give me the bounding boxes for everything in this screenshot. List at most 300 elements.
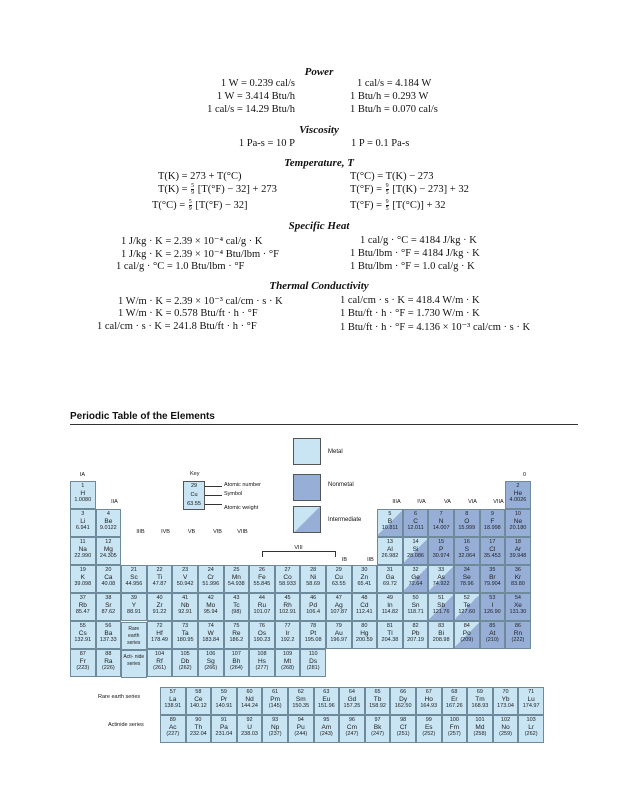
element-cell-am bbox=[314, 715, 340, 743]
atomic-weight: 88.91 bbox=[127, 609, 141, 615]
atomic-number: 105 bbox=[180, 651, 190, 657]
element-cell-cl bbox=[480, 537, 506, 565]
element-symbol: Md bbox=[475, 724, 485, 731]
element-cell-tc bbox=[224, 593, 250, 621]
group-label: IVB bbox=[161, 529, 170, 535]
element-cell-np bbox=[262, 715, 288, 743]
atomic-weight: 173.04 bbox=[497, 703, 514, 709]
atomic-number: 17 bbox=[489, 539, 496, 545]
element-symbol: Re bbox=[232, 630, 241, 637]
atomic-weight: (210) bbox=[485, 637, 499, 643]
sh-eq-r1: 1 cal/g · °C = 4184 J/kg · K bbox=[360, 235, 477, 246]
element-cell-c bbox=[403, 509, 429, 537]
element-cell-ne bbox=[505, 509, 531, 537]
atomic-weight: 231.04 bbox=[215, 731, 233, 737]
element-cell-hs bbox=[249, 649, 275, 677]
element-cell-b bbox=[377, 509, 403, 537]
group-label: 0 bbox=[522, 472, 527, 478]
atomic-weight: 83.80 bbox=[511, 581, 525, 587]
atomic-number: 68 bbox=[451, 689, 458, 695]
atomic-number: 102 bbox=[500, 717, 511, 723]
atomic-number: 104 bbox=[154, 651, 165, 657]
rare-earth-series-label: Rare earth series bbox=[98, 694, 141, 700]
atomic-number: 64 bbox=[348, 689, 355, 695]
atomic-weight: 92.91 bbox=[178, 609, 193, 615]
atomic-number: 58 bbox=[195, 689, 202, 695]
element-symbol: Ni bbox=[310, 574, 317, 581]
element-symbol: Pd bbox=[309, 602, 318, 609]
atomic-number: 77 bbox=[284, 623, 291, 629]
element-symbol: Ge bbox=[411, 574, 420, 581]
element-cell-er bbox=[442, 687, 468, 715]
atomic-weight: 79.904 bbox=[483, 581, 501, 587]
atomic-weight: 54.938 bbox=[227, 581, 245, 587]
key-z: 29 bbox=[190, 483, 198, 489]
atomic-number: 38 bbox=[105, 595, 112, 601]
atomic-number: 48 bbox=[361, 595, 368, 601]
element-cell-rb bbox=[70, 593, 96, 621]
element-cell-cs bbox=[70, 621, 96, 649]
atomic-weight: 196.97 bbox=[330, 637, 348, 643]
element-symbol: Ar bbox=[514, 546, 522, 553]
element-symbol: Li bbox=[80, 518, 86, 525]
sh-eq-l3: 1 cal/g · °C = 1.0 Btu/lbm · °F bbox=[116, 261, 245, 272]
element-symbol: Ta bbox=[181, 630, 189, 637]
atomic-weight: 132.91 bbox=[74, 637, 92, 643]
element-cell-bi bbox=[428, 621, 454, 649]
atomic-number: 21 bbox=[130, 567, 137, 573]
element-cell-h bbox=[70, 481, 96, 509]
element-cell-as bbox=[428, 565, 454, 593]
element-symbol: Ir bbox=[285, 630, 290, 637]
atomic-weight: (277) bbox=[255, 665, 269, 671]
atomic-weight: (264) bbox=[229, 665, 243, 671]
element-symbol: Mt bbox=[283, 658, 292, 665]
atomic-number: 107 bbox=[231, 651, 241, 657]
atomic-weight: 168.93 bbox=[471, 703, 489, 709]
atomic-weight: 44.956 bbox=[125, 581, 143, 587]
element-symbol: Ba bbox=[104, 630, 113, 637]
temp-eq-l3: T(°C) = $\frac{5}{9}$ [T(°F) − 32] bbox=[152, 199, 248, 212]
element-symbol: Ne bbox=[513, 518, 523, 525]
power-eq-r1: 1 cal/s = 4.184 W bbox=[357, 78, 432, 89]
atomic-weight: 51.996 bbox=[202, 581, 220, 587]
element-cell-mn bbox=[224, 565, 250, 593]
group-label: VIA bbox=[468, 499, 477, 505]
element-symbol: Sm bbox=[295, 696, 306, 703]
atomic-weight: 207.19 bbox=[407, 637, 424, 643]
power-eq-l3: 1 cal/s = 14.29 Btu/h bbox=[207, 104, 295, 115]
element-cell-f bbox=[480, 509, 506, 537]
atomic-number: 15 bbox=[438, 539, 445, 545]
element-cell-y bbox=[121, 593, 147, 621]
atomic-number: 47 bbox=[335, 595, 342, 601]
atomic-number: 86 bbox=[514, 623, 521, 629]
atomic-weight: 138.91 bbox=[164, 703, 182, 709]
legend-metal-swatch bbox=[293, 438, 321, 465]
element-symbol: Si bbox=[412, 546, 419, 553]
atomic-number: 71 bbox=[528, 689, 535, 695]
element-symbol: Cr bbox=[207, 574, 215, 581]
atomic-weight: 208.98 bbox=[432, 637, 450, 643]
atomic-number: 79 bbox=[335, 623, 342, 629]
element-cell-au bbox=[326, 621, 352, 649]
atomic-weight: 28.086 bbox=[407, 553, 424, 559]
element-symbol: Lr bbox=[528, 724, 535, 731]
element-symbol: Be bbox=[104, 518, 113, 525]
element-cell-cd bbox=[352, 593, 378, 621]
element-cell-ar bbox=[505, 537, 531, 565]
group-label: VIII bbox=[294, 545, 303, 551]
element-symbol: Ga bbox=[385, 574, 395, 581]
element-symbol: Bi bbox=[438, 630, 445, 637]
element-cell-sn bbox=[403, 593, 429, 621]
atomic-weight: 186.2 bbox=[229, 637, 244, 643]
temperature-title: Temperature, T bbox=[284, 157, 354, 169]
element-cell-se bbox=[454, 565, 480, 593]
element-cell-tb bbox=[365, 687, 391, 715]
element-cell-in bbox=[377, 593, 403, 621]
atomic-number: 29 bbox=[335, 567, 342, 573]
element-cell-tl bbox=[377, 621, 403, 649]
atomic-number: 74 bbox=[207, 623, 214, 629]
element-symbol: Pr bbox=[220, 696, 228, 703]
atomic-weight: 126.90 bbox=[483, 609, 501, 615]
element-cell-ba bbox=[96, 621, 122, 649]
element-cell-ti bbox=[147, 565, 173, 593]
atomic-weight: 4.0026 bbox=[509, 497, 527, 503]
element-cell-te bbox=[454, 593, 480, 621]
atomic-number: 25 bbox=[233, 567, 240, 573]
atomic-weight: 91.22 bbox=[152, 609, 167, 615]
atomic-number: 9 bbox=[490, 511, 494, 517]
atomic-weight: 137.33 bbox=[99, 637, 117, 643]
atomic-number: 63 bbox=[323, 689, 330, 695]
element-cell-tm bbox=[467, 687, 493, 715]
sh-eq-r3: 1 Btu/lbm · °F = 1.0 cal/g · K bbox=[350, 261, 475, 272]
element-symbol: Ce bbox=[194, 696, 203, 703]
element-symbol: Al bbox=[387, 546, 393, 553]
atomic-weight: (258) bbox=[473, 731, 487, 737]
atomic-number: 51 bbox=[438, 595, 445, 601]
atomic-number: 7 bbox=[439, 511, 443, 517]
element-symbol: Pb bbox=[411, 630, 420, 637]
tc-eq-r1: 1 cal/cm · s · K = 418.4 W/m · K bbox=[340, 295, 480, 306]
element-symbol: V bbox=[182, 574, 188, 581]
atomic-weight: (222) bbox=[511, 637, 525, 643]
atomic-weight: 18.998 bbox=[483, 525, 501, 531]
element-cell-w bbox=[198, 621, 224, 649]
element-symbol: Rn bbox=[513, 630, 523, 637]
element-symbol: Hf bbox=[156, 630, 163, 637]
element-cell-ag bbox=[326, 593, 352, 621]
group-label: VB bbox=[187, 529, 196, 535]
element-symbol: W bbox=[207, 630, 214, 637]
atomic-number: 19 bbox=[79, 567, 86, 573]
key-pointer bbox=[205, 504, 222, 505]
element-cell-xe bbox=[505, 593, 531, 621]
atomic-weight: (243) bbox=[319, 731, 333, 737]
atomic-number: 92 bbox=[246, 717, 253, 723]
atomic-weight: 58.933 bbox=[279, 581, 296, 587]
atomic-number: 106 bbox=[206, 651, 216, 657]
element-symbol: La bbox=[169, 696, 177, 703]
atomic-number: 2 bbox=[516, 483, 520, 489]
actinide-placeholder: Acti- nide series bbox=[121, 650, 147, 678]
element-cell-ge bbox=[403, 565, 429, 593]
atomic-weight: (252) bbox=[422, 731, 436, 737]
element-symbol: Tm bbox=[475, 696, 485, 703]
viscosity-eq-l1: 1 Pa-s = 10 P bbox=[238, 138, 295, 149]
atomic-weight: (247) bbox=[345, 731, 359, 737]
atomic-weight: (223) bbox=[76, 665, 90, 671]
atomic-number: 16 bbox=[463, 539, 470, 545]
element-cell-mg bbox=[96, 537, 122, 565]
atomic-number: 91 bbox=[220, 717, 227, 723]
element-symbol: Hg bbox=[360, 630, 369, 637]
atomic-number: 36 bbox=[514, 567, 521, 573]
atomic-weight: (262) bbox=[178, 665, 192, 671]
atomic-number: 52 bbox=[463, 595, 470, 601]
element-symbol: In bbox=[387, 602, 393, 609]
element-cell-eu bbox=[314, 687, 340, 715]
atomic-number: 46 bbox=[310, 595, 317, 601]
atomic-number: 100 bbox=[449, 717, 459, 723]
atomic-number: 24 bbox=[207, 567, 214, 573]
element-symbol: Sb bbox=[437, 602, 446, 609]
atomic-weight: 180.95 bbox=[176, 637, 194, 643]
element-cell-mo bbox=[198, 593, 224, 621]
atomic-number: 18 bbox=[514, 539, 521, 545]
atomic-number: 60 bbox=[246, 689, 253, 695]
element-cell-mt bbox=[275, 649, 301, 677]
element-cell-db bbox=[172, 649, 198, 677]
element-symbol: Au bbox=[334, 630, 343, 637]
tc-eq-l1: 1 W/m · K = 2.39 × 10⁻³ cal/cm · s · K bbox=[118, 296, 283, 307]
element-symbol: Er bbox=[451, 696, 458, 703]
atomic-number: 109 bbox=[282, 651, 293, 657]
atomic-weight: 26.982 bbox=[381, 553, 399, 559]
temp-eq-r2: T(°F) = $\frac{9}{5}$ [T(K) − 273] + 32 bbox=[350, 183, 469, 196]
element-cell-i bbox=[480, 593, 506, 621]
power-eq-l1: 1 W = 0.239 cal/s bbox=[220, 78, 295, 89]
legend-nonmetal-swatch bbox=[293, 474, 321, 501]
element-symbol: Pu bbox=[296, 724, 305, 731]
element-symbol: At bbox=[489, 630, 496, 637]
fraction-5-9: $\frac{5}{9}$ bbox=[191, 183, 195, 196]
element-symbol: Sr bbox=[105, 602, 112, 609]
atomic-number: 90 bbox=[195, 717, 202, 723]
atomic-number: 34 bbox=[463, 567, 470, 573]
atomic-number: 110 bbox=[308, 651, 318, 657]
key-cell bbox=[183, 481, 205, 510]
atomic-weight: 1.0080 bbox=[74, 497, 92, 503]
atomic-weight: 144.24 bbox=[241, 703, 258, 709]
atomic-number: 81 bbox=[386, 623, 393, 629]
atomic-number: 30 bbox=[361, 567, 368, 573]
element-cell-os bbox=[249, 621, 275, 649]
element-symbol: K bbox=[80, 574, 85, 581]
atomic-number: 45 bbox=[284, 595, 291, 601]
atomic-number: 20 bbox=[105, 567, 112, 573]
element-cell-pb bbox=[403, 621, 429, 649]
element-cell-ta bbox=[172, 621, 198, 649]
atomic-weight: (226) bbox=[101, 665, 115, 671]
atomic-number: 66 bbox=[400, 689, 407, 695]
atomic-number: 65 bbox=[374, 689, 381, 695]
atomic-weight: 157.25 bbox=[343, 703, 361, 709]
atomic-weight: (145) bbox=[268, 703, 282, 709]
atomic-number: 82 bbox=[412, 623, 419, 629]
atomic-weight: (257) bbox=[447, 731, 461, 737]
element-cell-lu bbox=[518, 687, 544, 715]
atomic-weight: 78.96 bbox=[459, 581, 474, 587]
element-symbol: Sc bbox=[130, 574, 138, 581]
element-cell-ho bbox=[416, 687, 442, 715]
element-cell-fe bbox=[249, 565, 275, 593]
sh-eq-r2: 1 Btu/lbm · °F = 4184 J/kg · K bbox=[350, 248, 480, 259]
tc-eq-l2: 1 W/m · K = 0.578 Btu/ft · h · °F bbox=[118, 308, 258, 319]
atomic-weight: (209) bbox=[460, 637, 474, 643]
atomic-weight: 14.007 bbox=[432, 525, 450, 531]
element-cell-al bbox=[377, 537, 403, 565]
atomic-weight: 20.180 bbox=[509, 525, 527, 531]
atomic-number: 4 bbox=[106, 511, 110, 517]
element-cell-s bbox=[454, 537, 480, 565]
atomic-weight: 114.82 bbox=[381, 609, 399, 615]
atomic-weight: 69.72 bbox=[383, 581, 397, 587]
atomic-weight: 131.30 bbox=[509, 609, 527, 615]
element-symbol: Na bbox=[78, 546, 87, 553]
atomic-number: 85 bbox=[489, 623, 496, 629]
atomic-number: 94 bbox=[297, 717, 304, 723]
element-cell-p bbox=[428, 537, 454, 565]
temp-eq-r1: T(°C) = T(K) − 273 bbox=[350, 171, 434, 182]
atomic-weight: 39.948 bbox=[509, 553, 527, 559]
element-symbol: Db bbox=[180, 658, 190, 665]
tc-eq-l3: 1 cal/cm · s · K = 241.8 Btu/ft · h · °F bbox=[97, 321, 257, 332]
element-cell-ga bbox=[377, 565, 403, 593]
element-symbol: Cu bbox=[334, 574, 343, 581]
atomic-weight: 30.974 bbox=[432, 553, 450, 559]
element-cell-hf bbox=[147, 621, 173, 649]
atomic-weight: 6.941 bbox=[75, 525, 90, 531]
legend-intermediate-swatch bbox=[293, 506, 321, 533]
element-cell-cr bbox=[198, 565, 224, 593]
atomic-weight: 102.91 bbox=[279, 609, 296, 615]
element-cell-co bbox=[275, 565, 301, 593]
atomic-number: 59 bbox=[220, 689, 227, 695]
element-symbol: Tc bbox=[233, 602, 240, 609]
group-label: VIIB bbox=[237, 529, 248, 535]
atomic-weight: 183.84 bbox=[202, 637, 220, 643]
atomic-weight: 47.87 bbox=[152, 581, 167, 587]
atomic-weight: 127.60 bbox=[458, 609, 476, 615]
atomic-number: 50 bbox=[412, 595, 419, 601]
atomic-number: 33 bbox=[438, 567, 445, 573]
atomic-weight: 232.04 bbox=[189, 731, 207, 737]
atomic-weight: 72.64 bbox=[408, 581, 423, 587]
element-symbol: B bbox=[387, 518, 393, 525]
element-symbol: Nd bbox=[245, 696, 254, 703]
group-label: VIB bbox=[213, 529, 222, 535]
element-symbol: F bbox=[490, 518, 495, 525]
element-symbol: Cd bbox=[360, 602, 369, 609]
atomic-number: 76 bbox=[258, 623, 265, 629]
element-cell-v bbox=[172, 565, 198, 593]
element-cell-o bbox=[454, 509, 480, 537]
atomic-weight: 32.064 bbox=[458, 553, 476, 559]
legend-intermediate-label: Intermediate bbox=[328, 517, 362, 523]
element-symbol: Br bbox=[489, 574, 496, 581]
element-symbol: Hs bbox=[257, 658, 266, 665]
element-symbol: Pt bbox=[310, 630, 317, 637]
tc-eq-r2: 1 Btu/ft · h · °F = 1.730 W/m · K bbox=[340, 308, 480, 319]
element-cell-bk bbox=[365, 715, 391, 743]
element-cell-ni bbox=[300, 565, 326, 593]
element-cell-zn bbox=[352, 565, 378, 593]
element-symbol: Rh bbox=[283, 602, 292, 609]
element-symbol: Np bbox=[270, 724, 280, 731]
element-symbol: P bbox=[438, 546, 444, 553]
atomic-number: 73 bbox=[182, 623, 189, 629]
atomic-weight: 190.23 bbox=[253, 637, 271, 643]
sh-eq-l2: 1 J/kg · K = 2.39 × 10⁻⁴ Btu/lbm · °F bbox=[121, 249, 279, 260]
atomic-weight: 112.41 bbox=[356, 609, 373, 615]
atomic-weight: 65.41 bbox=[357, 581, 372, 587]
atomic-weight: 55.845 bbox=[253, 581, 271, 587]
element-cell-pr bbox=[211, 687, 237, 715]
element-symbol: Po bbox=[462, 630, 471, 637]
atomic-weight: 50.942 bbox=[176, 581, 194, 587]
atomic-number: 95 bbox=[323, 717, 330, 723]
element-symbol: Pa bbox=[219, 724, 228, 731]
element-symbol: Te bbox=[463, 602, 471, 609]
atomic-number: 54 bbox=[514, 595, 521, 601]
atomic-weight: 150.35 bbox=[292, 703, 310, 709]
element-symbol: Bh bbox=[232, 658, 241, 665]
element-symbol: Eu bbox=[322, 696, 331, 703]
element-cell-n bbox=[428, 509, 454, 537]
element-symbol: He bbox=[513, 490, 523, 497]
element-symbol: Ds bbox=[309, 658, 318, 665]
atomic-number: 55 bbox=[79, 623, 86, 629]
group-label: IIIB bbox=[136, 529, 145, 535]
atomic-weight: (251) bbox=[396, 731, 410, 737]
atomic-number: 57 bbox=[169, 689, 176, 695]
atomic-number: 12 bbox=[105, 539, 112, 545]
element-cell-re bbox=[224, 621, 250, 649]
element-cell-he bbox=[505, 481, 531, 509]
atomic-number: 37 bbox=[79, 595, 86, 601]
atomic-weight: (281) bbox=[306, 665, 320, 671]
atomic-number: 49 bbox=[386, 595, 393, 601]
atomic-weight: (261) bbox=[153, 665, 166, 671]
element-symbol: Cl bbox=[489, 546, 496, 553]
atomic-weight: (227) bbox=[166, 731, 180, 737]
atomic-weight: 192.2 bbox=[280, 637, 295, 643]
element-cell-ca bbox=[96, 565, 122, 593]
actinide-series-label: Actinide series bbox=[108, 722, 144, 728]
power-title: Power bbox=[304, 66, 334, 78]
element-symbol: Tb bbox=[373, 696, 382, 703]
element-symbol: Rb bbox=[78, 602, 87, 609]
atomic-number: 87 bbox=[79, 651, 86, 657]
element-cell-th bbox=[186, 715, 212, 743]
atomic-number: 61 bbox=[272, 689, 279, 695]
element-cell-pa bbox=[211, 715, 237, 743]
atomic-number: 10 bbox=[514, 511, 521, 517]
